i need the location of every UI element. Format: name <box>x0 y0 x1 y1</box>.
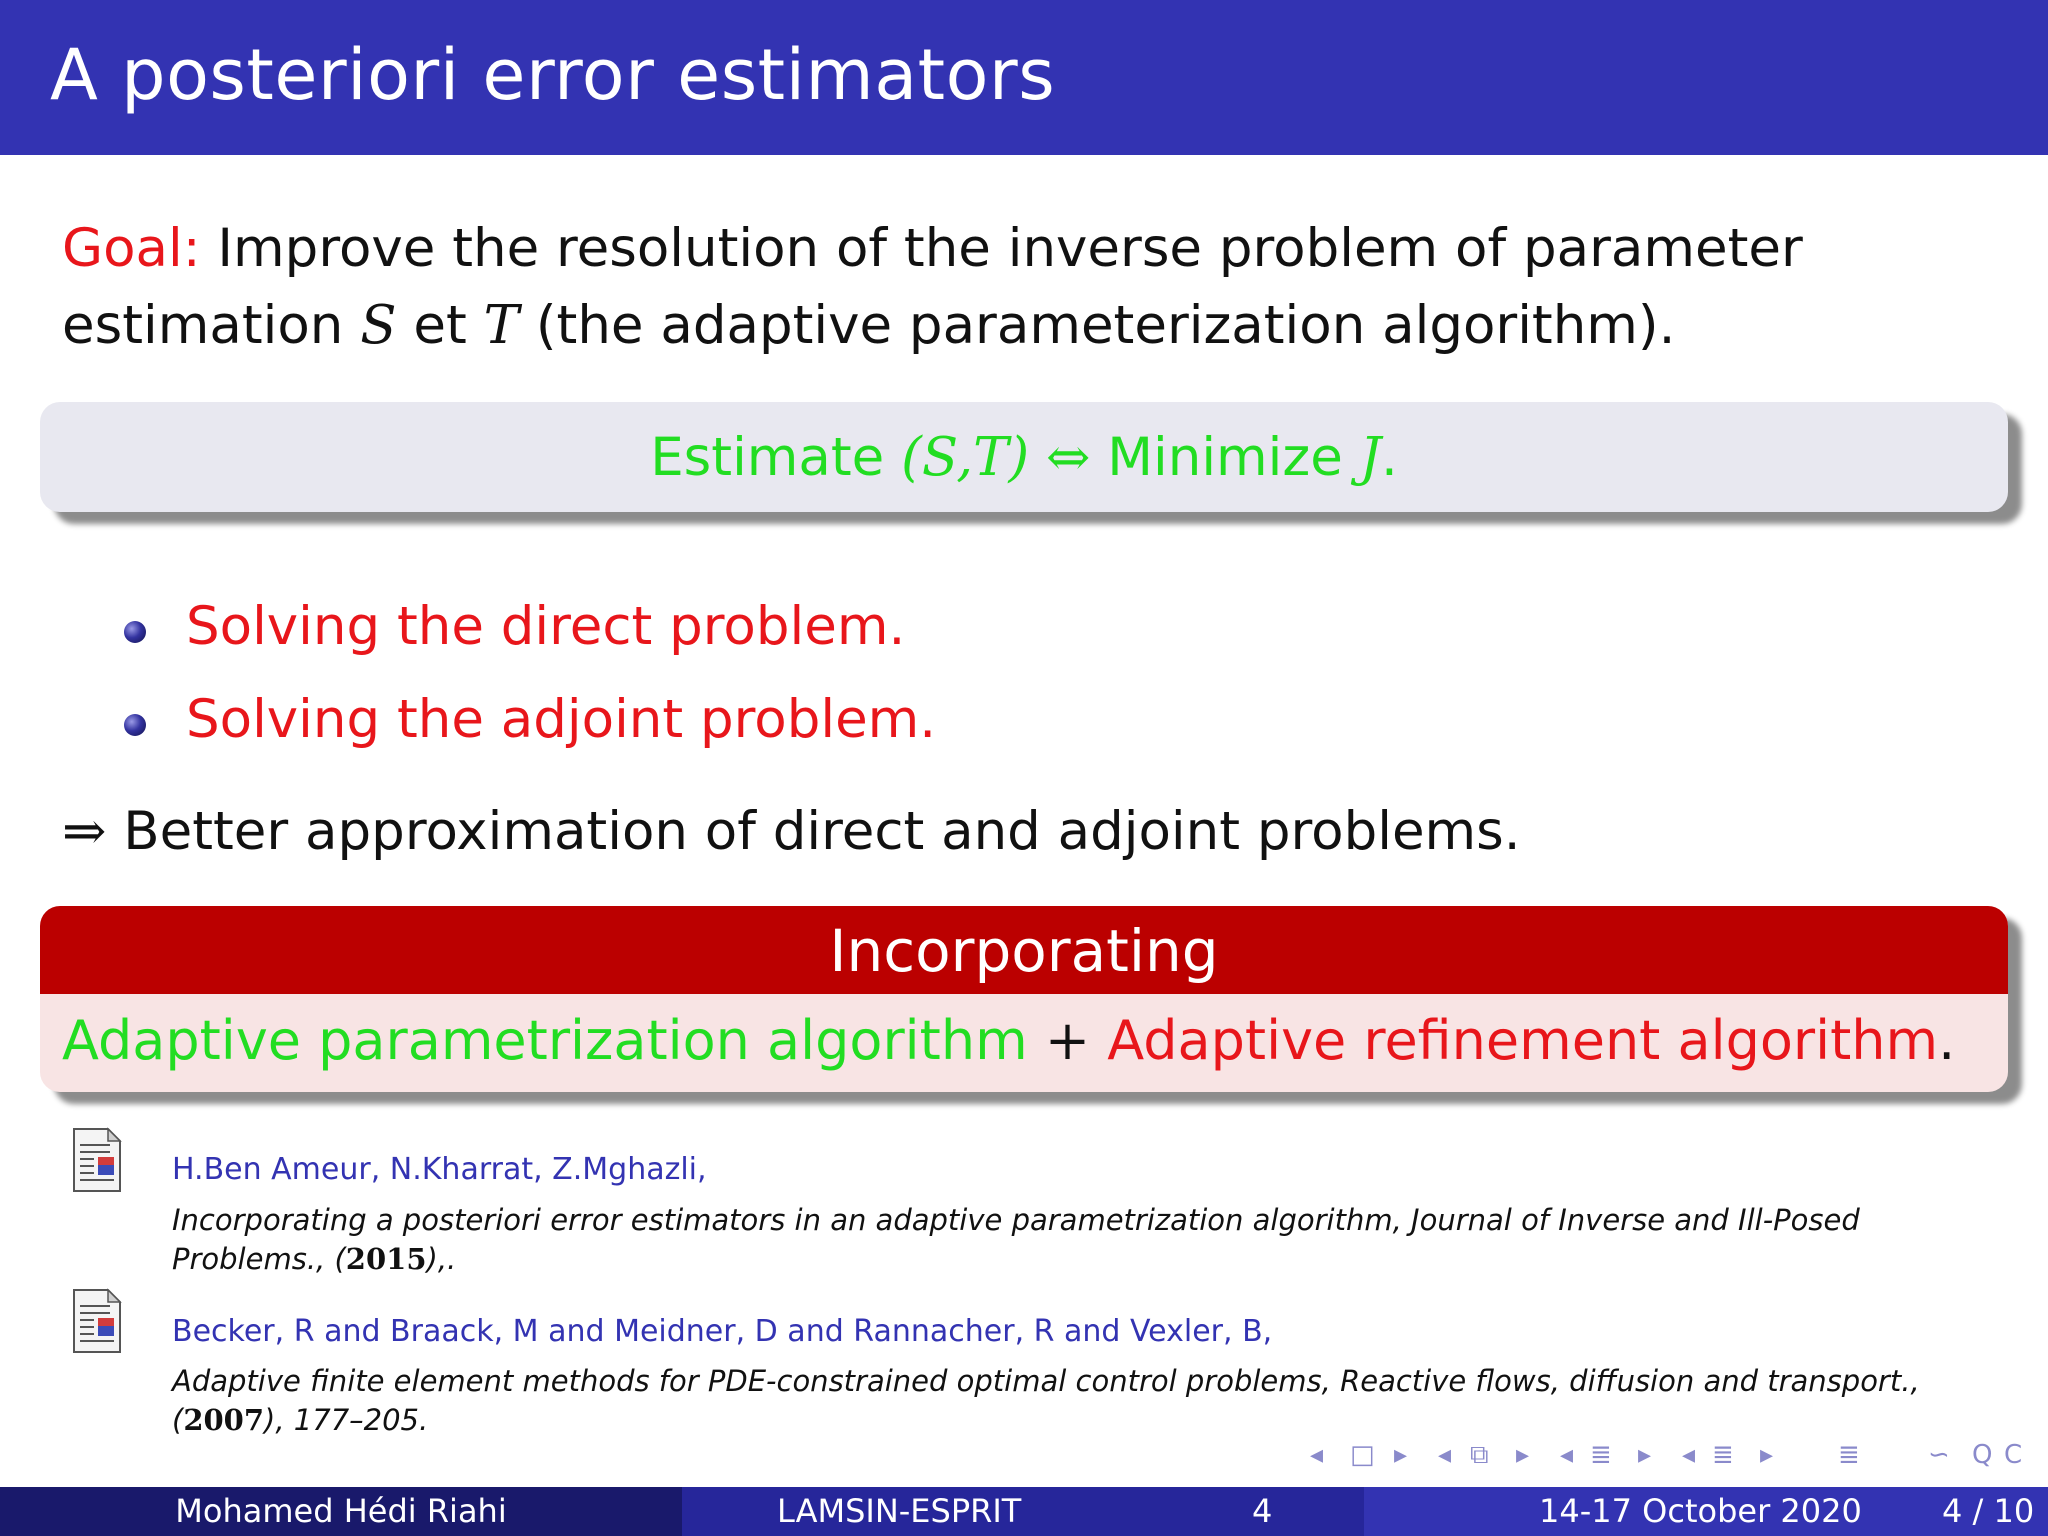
bullet-text: Solving the adjoint problem. <box>186 689 937 750</box>
part-icon[interactable]: ≣ <box>1712 1440 1734 1470</box>
reference-end: ),. <box>426 1242 457 1276</box>
section-icon[interactable]: ≣ <box>1590 1440 1612 1470</box>
estimate-statement <box>40 428 2008 488</box>
zoom-icon[interactable]: Q <box>1972 1440 1993 1470</box>
incorporating-period: . <box>1938 1009 1956 1072</box>
estimate-word: Estimate <box>650 427 885 488</box>
footer-author: Mohamed Hédi Riahi <box>0 1487 682 1536</box>
estimate-math: (S,T) <box>901 427 1030 488</box>
adaptive-parametrization-text: Adaptive parametrization algorithm <box>62 1009 1028 1072</box>
part-next-icon[interactable]: ▸ <box>1760 1440 1774 1470</box>
reference-title: Incorporating a posteriori error estimators in an adaptive parametrization algorithm, Journal of Inverse and Ill-Posed Problems., ( <box>172 1203 1860 1276</box>
article-icon <box>72 1127 122 1193</box>
article-icon <box>72 1288 122 1354</box>
back-icon[interactable]: C <box>2004 1440 2023 1470</box>
goal-line2-c: (the adaptive parameterization algorithm). <box>535 295 1676 356</box>
reference-title: Adaptive finite element methods for PDE-constrained optimal control problems, Reactive flows, diffusion and transport., ( <box>172 1364 1920 1437</box>
reference-year: 2015 <box>345 1242 427 1276</box>
subsection-icon[interactable]: ⧉ <box>1470 1440 1489 1470</box>
beamer-navigation <box>1310 1440 2040 1470</box>
section-next-icon[interactable]: ▸ <box>1638 1440 1652 1470</box>
implies-symbol: ⇒ <box>62 801 107 862</box>
footer-date: 14-17 October 2020 <box>1539 1492 1862 1530</box>
footer-institute: LAMSIN-ESPRIT <box>777 1492 1022 1530</box>
estimate-block <box>40 402 2008 512</box>
implies-text: Better approximation of direct and adjoint problems. <box>123 801 1521 862</box>
slide-title: A posteriori error estimators <box>50 34 1056 116</box>
goal-paragraph <box>62 210 2022 364</box>
frame-prev-icon[interactable]: ◂ <box>1310 1440 1324 1470</box>
incorporating-title: Incorporating <box>829 917 1219 985</box>
footer <box>0 1487 2048 1536</box>
incorporating-header <box>40 906 2008 994</box>
frame-icon[interactable]: □ <box>1350 1440 1375 1470</box>
incorporating-body <box>62 1006 1955 1076</box>
reference-details <box>172 1362 2012 1440</box>
goal-line2-b: et <box>413 295 467 356</box>
goal-line1: Improve the resolution of the inverse problem of parameter <box>217 218 1803 279</box>
footer-page-number: 4 / 10 <box>1942 1492 2035 1530</box>
part-prev-icon[interactable]: ◂ <box>1682 1440 1696 1470</box>
toc-icon[interactable]: ≣ <box>1838 1440 1860 1470</box>
plus-symbol: + <box>1044 1009 1091 1072</box>
math-var-j: J <box>1359 427 1381 488</box>
bullet-text: Solving the direct problem. <box>186 596 906 657</box>
bullet-icon <box>124 714 146 736</box>
bullet-icon <box>124 621 146 643</box>
search-icon[interactable]: ∽ <box>1928 1440 1950 1470</box>
frame-next-icon[interactable]: ▸ <box>1394 1440 1408 1470</box>
goal-line2-a: estimation <box>62 295 344 356</box>
adaptive-refinement-text: Adaptive refinement algorithm <box>1107 1009 1939 1072</box>
implication-line <box>62 797 1521 867</box>
subsection-prev-icon[interactable]: ◂ <box>1438 1440 1452 1470</box>
minimize-word: Minimize <box>1107 427 1343 488</box>
title-bar <box>0 0 2048 155</box>
reference-end: ), 177–205. <box>264 1403 429 1437</box>
reference-authors: H.Ben Ameur, N.Kharrat, Z.Mghazli, <box>172 1152 707 1187</box>
goal-label: Goal: <box>62 218 201 279</box>
footer-date-segment <box>1364 1487 2048 1536</box>
iff-symbol: ⇔ <box>1046 427 1091 488</box>
estimate-period: . <box>1380 427 1398 488</box>
math-var-t: T <box>483 295 519 356</box>
incorporating-block <box>40 906 2008 1092</box>
reference-details <box>172 1201 2012 1279</box>
reference-authors: Becker, R and Braack, M and Meidner, D and Rannacher, R and Vexler, B, <box>172 1314 1273 1349</box>
footer-institute-segment <box>682 1487 1364 1536</box>
subsection-next-icon[interactable]: ▸ <box>1516 1440 1530 1470</box>
reference-year: 2007 <box>183 1403 265 1437</box>
math-var-s: S <box>360 295 397 356</box>
section-prev-icon[interactable]: ◂ <box>1560 1440 1574 1470</box>
footer-frame-number: 4 <box>1252 1492 1273 1530</box>
